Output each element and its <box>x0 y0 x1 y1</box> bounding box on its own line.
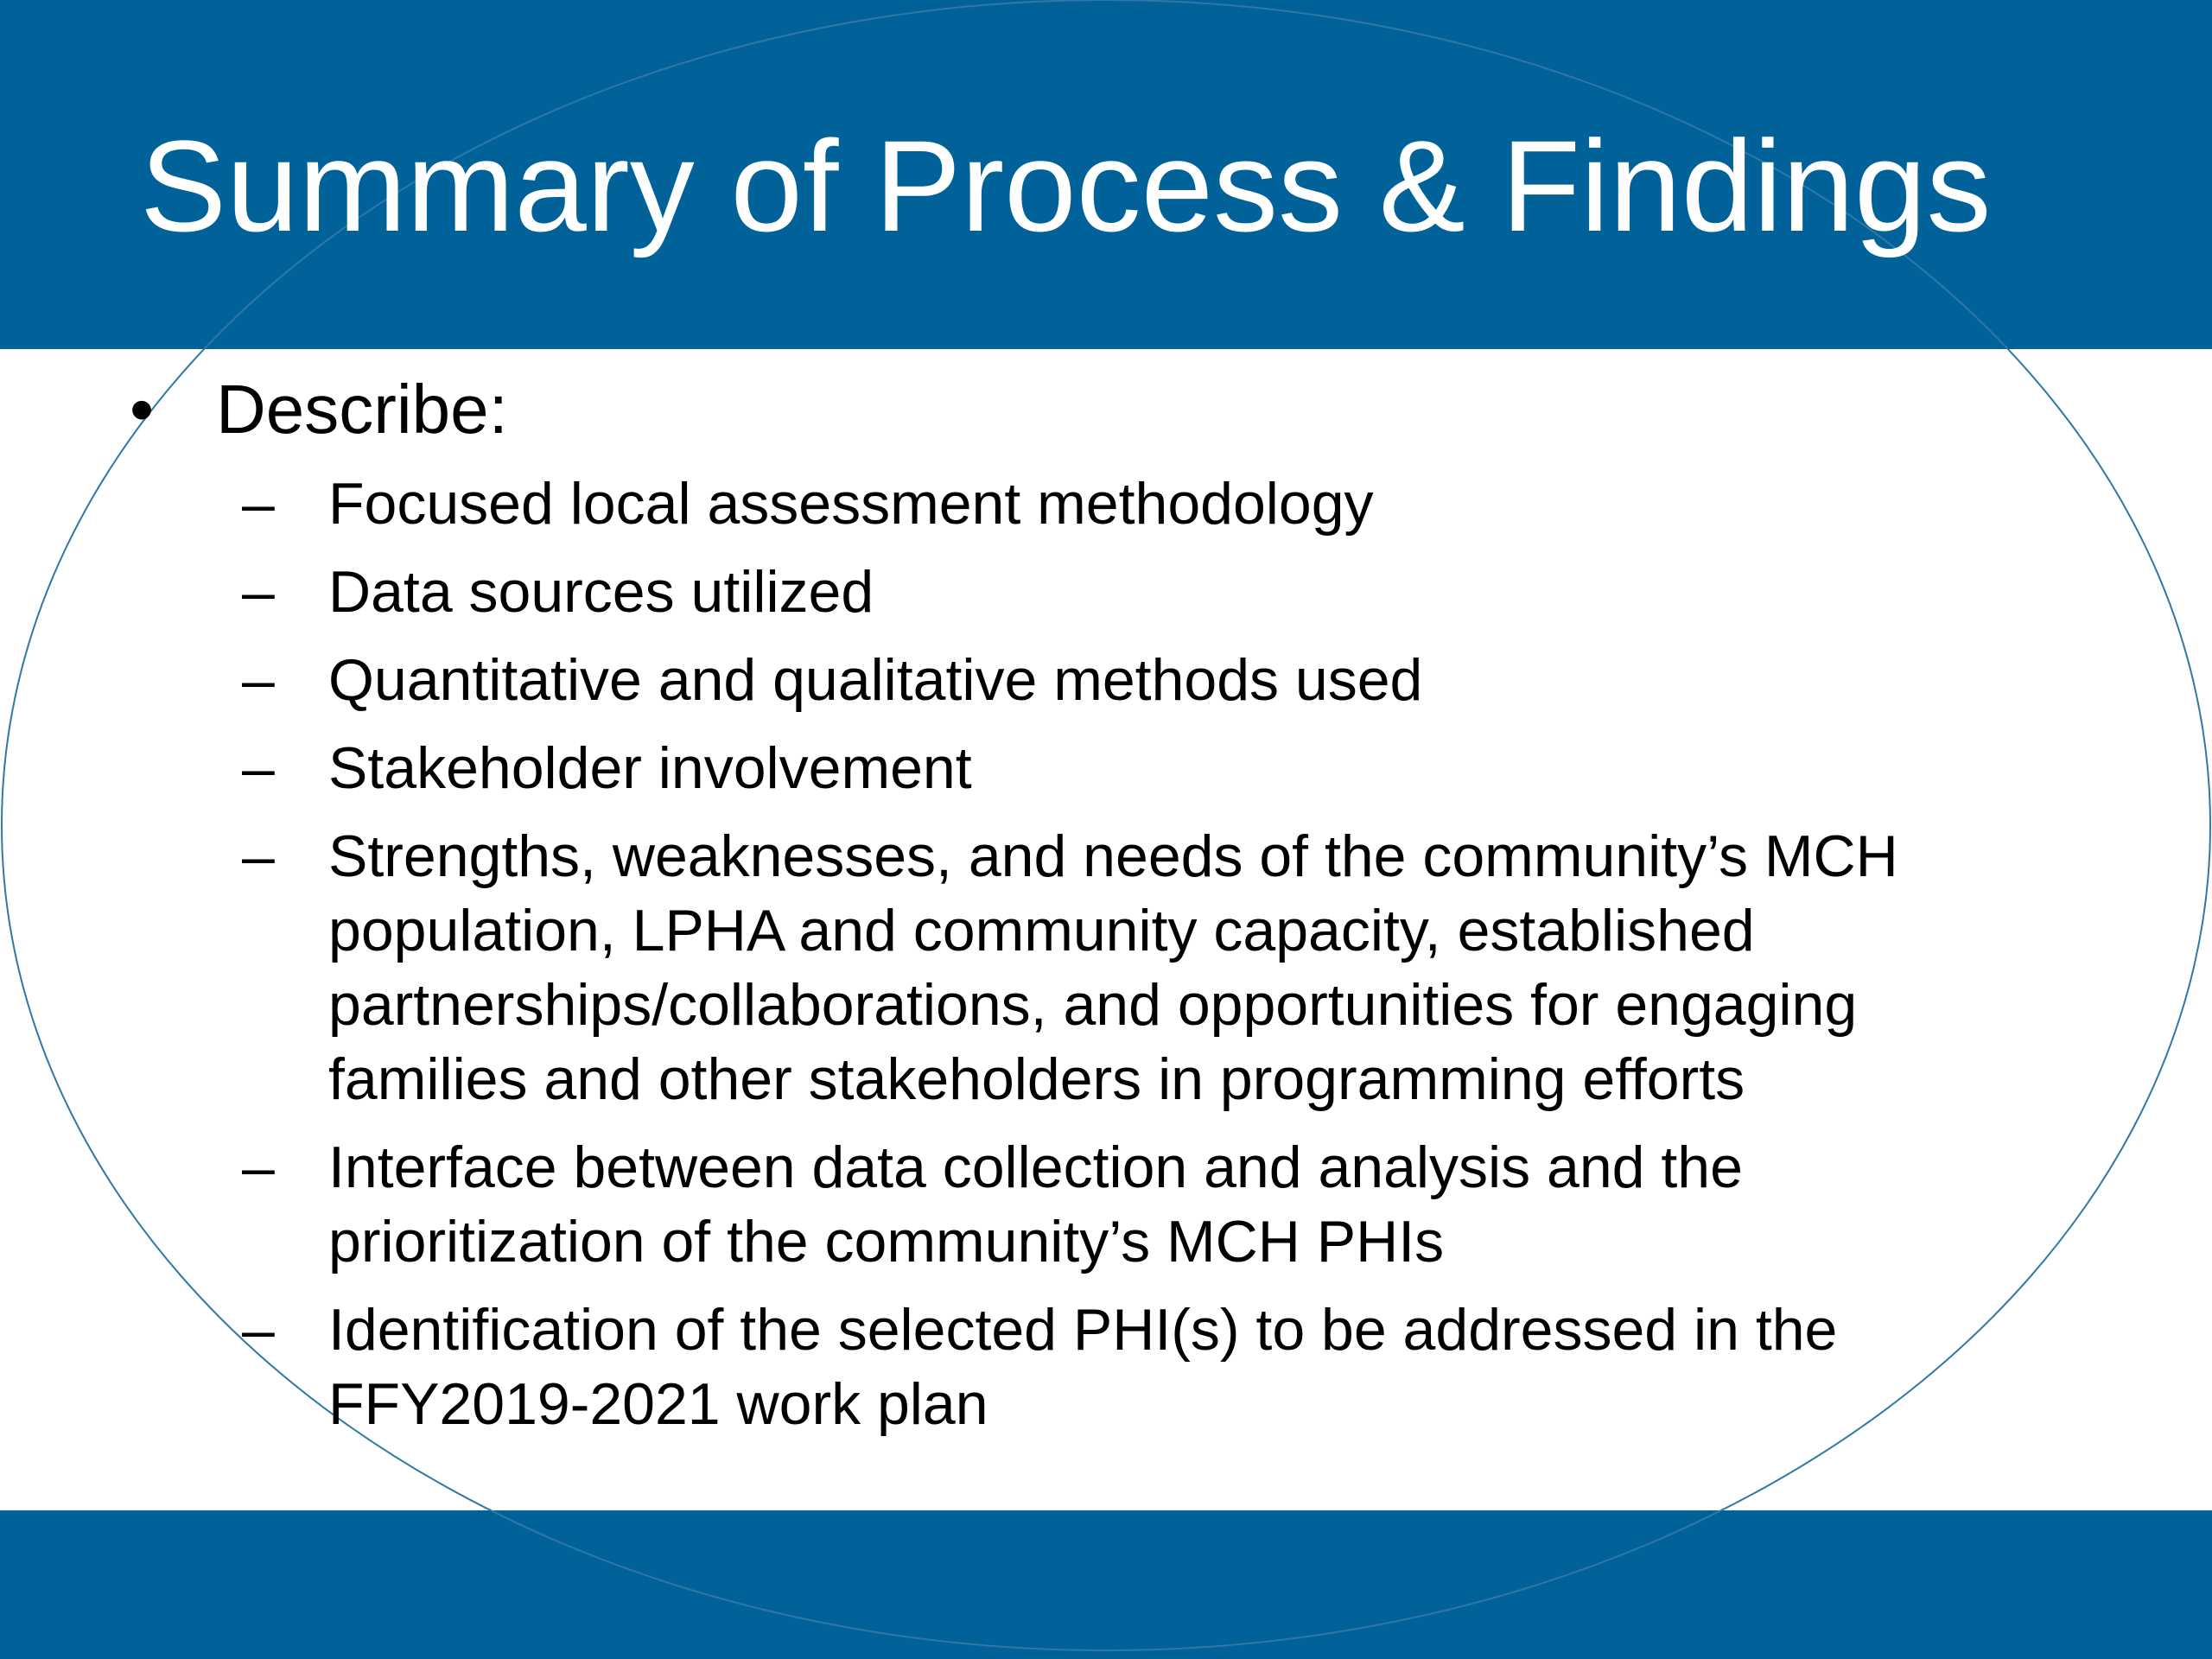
sub-item-dash: – <box>242 559 275 625</box>
sub-item-focused-local-assessment: Focused local assessment methodology <box>328 471 1374 537</box>
bullet-marker: • <box>130 371 155 448</box>
sub-item-dash: – <box>242 471 275 537</box>
sub-item-stakeholder-involvement: Stakeholder involvement <box>328 735 972 801</box>
sub-item-dash: – <box>242 735 275 801</box>
sub-item-dash: – <box>242 1135 275 1200</box>
sub-item-dash: – <box>242 823 275 889</box>
sub-item-strengths-weaknesses-needs: Strengths, weaknesses, and needs of the community’s MCH population, LPHA and community capacity, established partnerships/collaborations, and opportunities for engaging families and other stakeholders in programming efforts <box>328 823 1898 1112</box>
sub-item-dash: – <box>242 1297 275 1363</box>
sub-item-selected-phi: Identification of the selected PHI(s) to be addressed in the FFY2019-2021 work plan <box>328 1297 1838 1437</box>
sub-item-dash: – <box>242 647 275 713</box>
sub-item-methods-used: Quantitative and qualitative methods used <box>328 647 1423 713</box>
sub-item-interface-data-collection: Interface between data collection and analysis and the prioritization of the community’s MCH PHIs <box>328 1135 1743 1274</box>
sub-item-data-sources: Data sources utilized <box>328 559 874 625</box>
main-bullet-text: Describe: <box>216 371 508 448</box>
slide-title: Summary of Process & Findings <box>140 113 1992 258</box>
